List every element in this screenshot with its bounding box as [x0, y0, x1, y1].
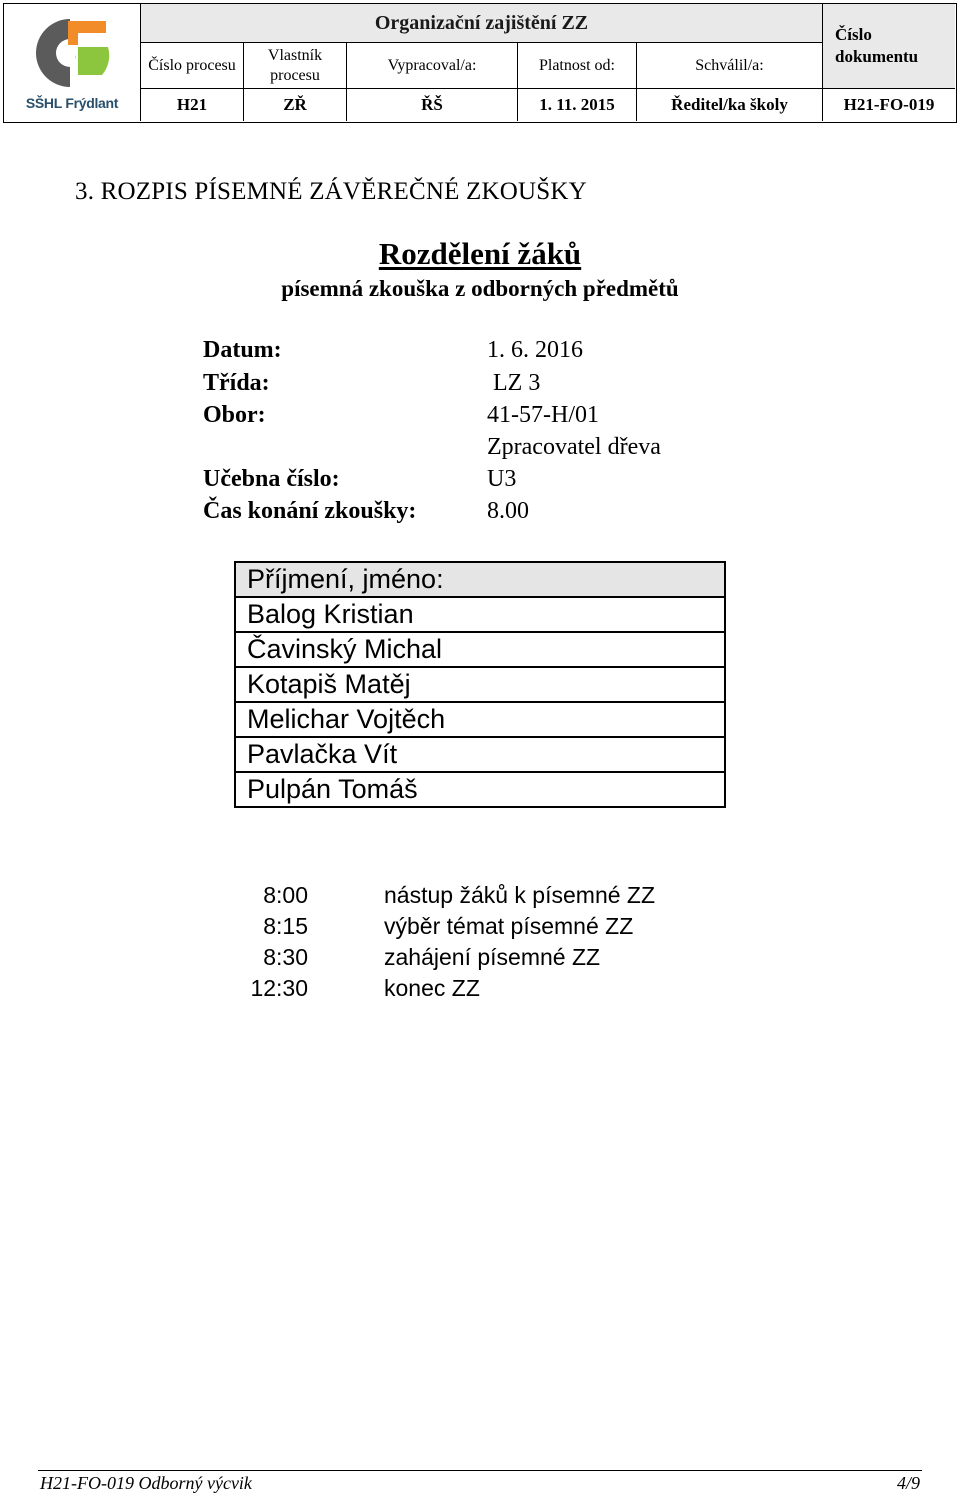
student-name: Balog Kristian [235, 597, 725, 632]
header-title-cell [141, 4, 822, 42]
valid-from-value: 1. 11. 2015 [539, 95, 615, 114]
schedule-time: 8:15 [263, 913, 308, 939]
schedule-row [230, 973, 730, 1004]
student-name: Čavinský Michal [235, 632, 725, 667]
schedule-row [230, 911, 730, 942]
schedule-text: nástup žáků k písemné ZZ [384, 882, 656, 908]
approved-by-value: Ředitel/ka školy [671, 95, 788, 114]
process-owner-header: Vlastník procesu [267, 46, 323, 84]
class-label: Třída: [203, 370, 270, 396]
date-value: 1. 6. 2016 [487, 337, 583, 363]
students-header: Příjmení, jméno: [235, 562, 725, 597]
section-title: 3. ROZPIS PÍSEMNÉ ZÁVĚREČNÉ ZKOUŠKY [75, 178, 587, 205]
prepared-by-value: ŘŠ [421, 95, 443, 114]
time-value: 8.00 [487, 498, 529, 524]
main-title [0, 236, 960, 272]
schedule-time: 12:30 [250, 975, 308, 1001]
document-header [3, 3, 957, 123]
schedule-text: výběr témat písemné ZZ [384, 913, 634, 939]
student-name: Melichar Vojtěch [235, 702, 725, 737]
field-name: Zpracovatel dřeva [487, 434, 661, 460]
prepared-by-header: Vypracoval/a: [387, 56, 477, 74]
field-label: Obor: [203, 402, 266, 428]
header-title: Organizační zajištění ZZ [374, 11, 589, 34]
subtitle: písemná zkouška z odborných předmětů [281, 276, 679, 301]
process-number-value: H21 [176, 95, 208, 114]
schedule-text: konec ZZ [384, 975, 480, 1001]
approved-by-header: Schválil/a: [695, 56, 764, 74]
room-value: U3 [487, 466, 517, 492]
footer-divider [38, 1470, 922, 1471]
time-label: Čas konání zkoušky: [203, 498, 417, 524]
student-name: Pulpán Tomáš [235, 772, 725, 807]
date-label: Datum: [203, 337, 282, 363]
field-code: 41-57-H/01 [487, 402, 599, 428]
document-number-header: Číslo dokumentu [823, 4, 955, 88]
school-logo [4, 4, 140, 121]
school-logo-icon [32, 15, 112, 93]
schedule-time: 8:30 [263, 944, 308, 970]
valid-from-header: Platnost od: [538, 56, 615, 74]
class-value: LZ 3 [493, 370, 541, 396]
students-table [234, 561, 726, 808]
student-name: Pavlačka Vít [235, 737, 725, 772]
footer-document-id: H21-FO-019 Odborný výcvik [40, 1473, 252, 1493]
process-number-header: Číslo procesu [148, 56, 236, 74]
student-name: Kotapiš Matěj [235, 667, 725, 702]
schedule-row [230, 942, 730, 973]
main-title-text: Rozdělení žáků [378, 236, 582, 271]
schedule-text: zahájení písemné ZZ [384, 944, 601, 970]
schedule-time: 8:00 [263, 882, 308, 908]
process-owner-value: ZŘ [283, 95, 307, 114]
room-label: Učebna číslo: [203, 466, 340, 492]
logo-label: SŠHL Frýdlant [25, 94, 119, 111]
document-number-value: H21-FO-019 [843, 95, 935, 114]
schedule-row [230, 880, 730, 911]
footer-page-number: 4/9 [896, 1473, 920, 1493]
exam-schedule [230, 880, 730, 1004]
